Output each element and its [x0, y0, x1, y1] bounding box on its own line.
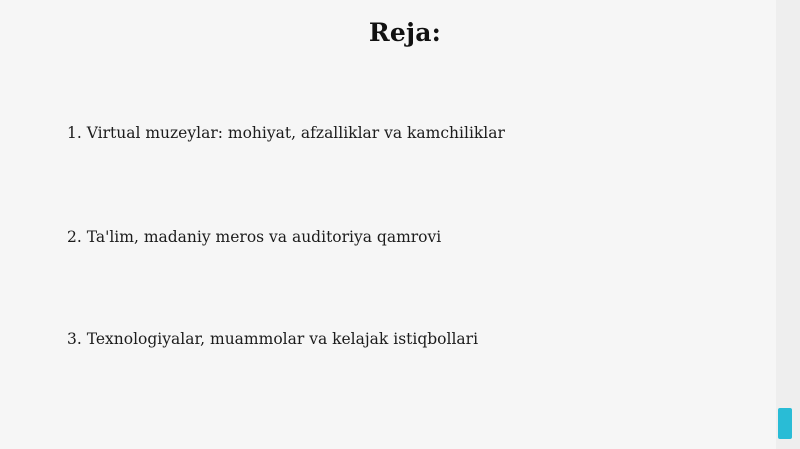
scrollbar-thumb[interactable]: [778, 408, 792, 439]
slide-title: Reja:: [368, 18, 442, 47]
plan-item-3: 3. Texnologiyalar, muammolar va kelajak istiqbollari: [67, 330, 479, 348]
plan-item-2: 2. Ta'lim, madaniy meros va auditoriya qamrovi: [67, 228, 442, 246]
scrollbar-track[interactable]: [776, 0, 800, 449]
plan-item-1: 1. Virtual muzeylar: mohiyat, afzalliklar va kamchiliklar: [67, 124, 505, 142]
